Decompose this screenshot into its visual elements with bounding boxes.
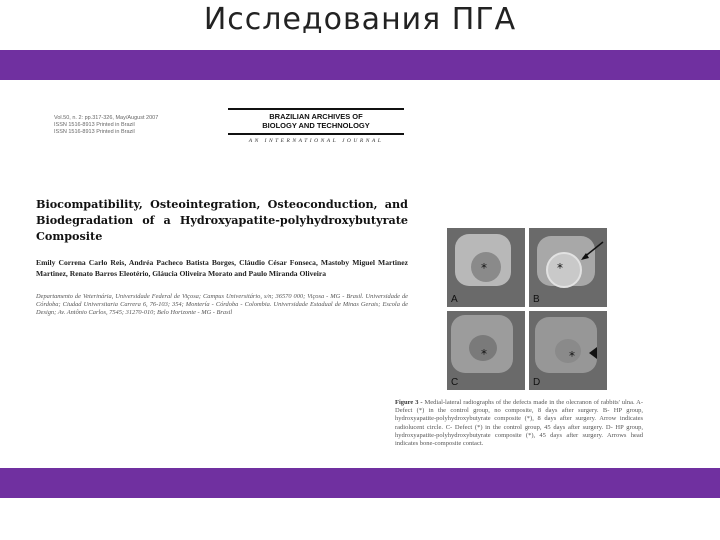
radiograph-panel-c [447, 311, 525, 390]
radiograph-panel-a [447, 228, 525, 307]
defect-marker: * [481, 347, 487, 361]
top-purple-band [0, 50, 720, 80]
journal-meta [54, 115, 194, 136]
figure-caption [395, 399, 643, 448]
journal-logo [228, 108, 404, 144]
defect-marker: * [557, 261, 563, 275]
defect-marker: * [569, 349, 575, 363]
figure-caption-lead: Figure 3 - [395, 399, 423, 406]
panel-label: D [533, 377, 541, 388]
arrowhead-icon [529, 311, 607, 390]
panel-label: C [451, 377, 459, 388]
arrow-icon [529, 228, 607, 307]
paper-title: Biocompatibility, Osteointegration, Osteoconduction, and Biodegradation of a Hydroxyapatite-polyhydroxybutyrate Composite [36, 197, 408, 243]
journal-meta-line: ISSN 1516-8913 Printed in Brazil [54, 129, 135, 135]
defect-marker: * [481, 261, 487, 275]
radiograph-panel-b [529, 228, 607, 307]
journal-rule-bottom [228, 133, 404, 135]
radiograph-figure [447, 228, 607, 390]
paper-authors: Emily Correna Carlo Reis, Andréa Pacheco Batista Borges, Cláudio César Fonseca, Mastoby Miguel Martinez Martinez, Renato Barros Eleotério, Gláucia Oliveira Morato and Paulo Miranda Oliveira [36, 258, 408, 278]
journal-subtitle: AN INTERNATIONAL JOURNAL [248, 138, 384, 144]
paper-affiliations: Departamento de Veterinária, Universidade Federal de Viçosa; Campus Universitário, s/n; 36570 000; Viçosa - MG - Brasil. Universidade de Córdoba; Ciudad Universitaria Carrera 6, 76-103; 354; Montería - Córdoba - Colombia. Universidade Estadual de Minas Gerais; Escola de Design; Av. Antônio Carlos, 7545; 31270-010; Belo Horizonte - MG - Brasil [36, 293, 408, 317]
panel-label: B [533, 294, 540, 305]
figure-caption-text: Medial-lateral radiographs of the defects made in the olecranon of rabbits' ulna. A- Defect (*) in the control group, no composite, 8 days after surgery. B- HP group, hydroxyapatite-polyhydroxybutyrate composite (*), 8 days after surgery. Arrow indicates radiolucent circle. C- Defect (*) in the control group, 45 days after surgery. D- HP group, hydroxyapatite-polyhydroxybutyrate composite (*), 45 days after surgery. Arrows head indicates bone-composite contact. [395, 399, 643, 448]
journal-meta-line: ISSN 1516-8913 Printed in Brazil [54, 122, 135, 128]
panel-label: A [451, 294, 458, 305]
bottom-purple-band [0, 468, 720, 498]
radiograph-panel-d [529, 311, 607, 390]
slide-title: Исследования ПГА [203, 2, 517, 37]
journal-meta-line: Vol.50, n. 2: pp.317-326, May/August 2007 [54, 115, 159, 121]
journal-name-line1: BRAZILIAN ARCHIVES OF [269, 112, 363, 121]
journal-name-line2: BIOLOGY AND TECHNOLOGY [262, 121, 370, 130]
journal-name [228, 110, 404, 133]
